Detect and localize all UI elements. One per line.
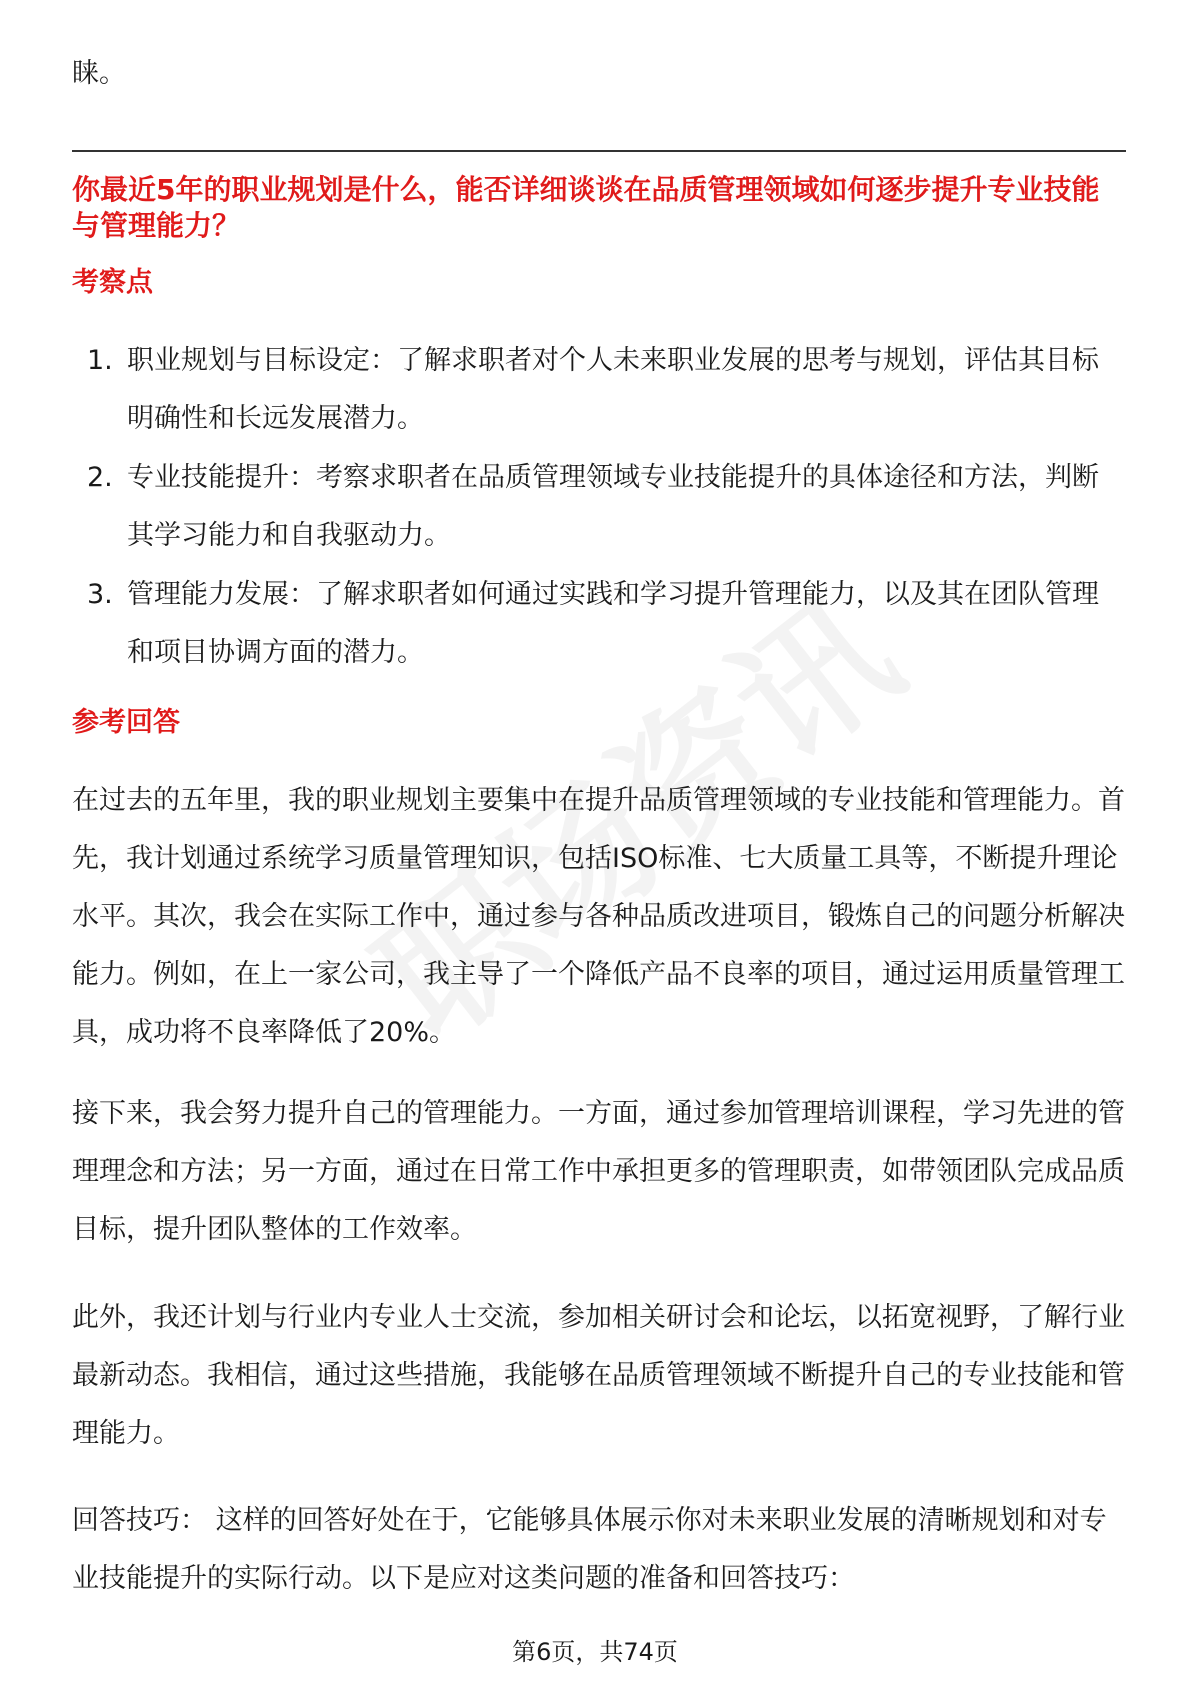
answer-paragraph: 此外，我还计划与行业内专业人士交流，参加相关研讨会和论坛，以拓宽视野，了解行业最新动态。我相信，通过这些措施，我能够在品质管理领域不断提升自己的专业技能和管理能力。 xyxy=(72,1302,1125,1449)
page-number-footer: 第6页，共74页 xyxy=(512,1638,678,1666)
exam-point-text: 专业技能提升：考察求职者在品质管理领域专业技能提升的具体途径和方法，判断其学习能力和自我驱动力。 xyxy=(127,462,1099,551)
exam-point-number: 2. xyxy=(87,462,113,493)
exam-point-number: 3. xyxy=(87,579,113,610)
exam-points-heading: 考察点 xyxy=(72,267,153,298)
reference-answer-heading: 参考回答 xyxy=(72,707,180,738)
exam-point-item xyxy=(72,566,1122,682)
exam-point-number: 1. xyxy=(87,345,113,376)
answer-paragraph: 接下来，我会努力提升自己的管理能力。一方面，通过参加管理培训课程，学习先进的管理理念和方法；另一方面，通过在日常工作中承担更多的管理职责，如带领团队完成品质目标，提升团队整体的工作效率。 xyxy=(72,1098,1125,1245)
previous-page-tail-text: 睐。 xyxy=(72,58,126,89)
exam-point-item xyxy=(72,332,1122,448)
answer-tips-paragraph: 回答技巧： 这样的回答好处在于，它能够具体展示你对未来职业发展的清晰规划和对专业技能提升的实际行动。以下是应对这类问题的准备和回答技巧： xyxy=(72,1505,1107,1594)
exam-point-text: 管理能力发展：了解求职者如何通过实践和学习提升管理能力，以及其在团队管理和项目协调方面的潜力。 xyxy=(127,579,1099,668)
section-divider xyxy=(72,150,1126,152)
exam-point-text: 职业规划与目标设定：了解求职者对个人未来职业发展的思考与规划，评估其目标明确性和长远发展潜力。 xyxy=(127,345,1099,434)
answer-paragraph: 在过去的五年里，我的职业规划主要集中在提升品质管理领域的专业技能和管理能力。首先，我计划通过系统学习质量管理知识，包括ISO标准、七大质量工具等，不断提升理论水平。其次，我会在实际工作中，通过参与各种品质改进项目，锻炼自己的问题分析解决能力。例如，在上一家公司，我主导了一个降低产品不良率的项目，通过运用质量管理工具，成功将不良率降低了20%。 xyxy=(72,785,1125,1048)
question-heading: 你最近5年的职业规划是什么，能否详细谈谈在品质管理领域如何逐步提升专业技能与管理能力？ xyxy=(72,173,1100,242)
exam-points-list xyxy=(72,332,1122,683)
exam-point-item xyxy=(72,449,1122,565)
